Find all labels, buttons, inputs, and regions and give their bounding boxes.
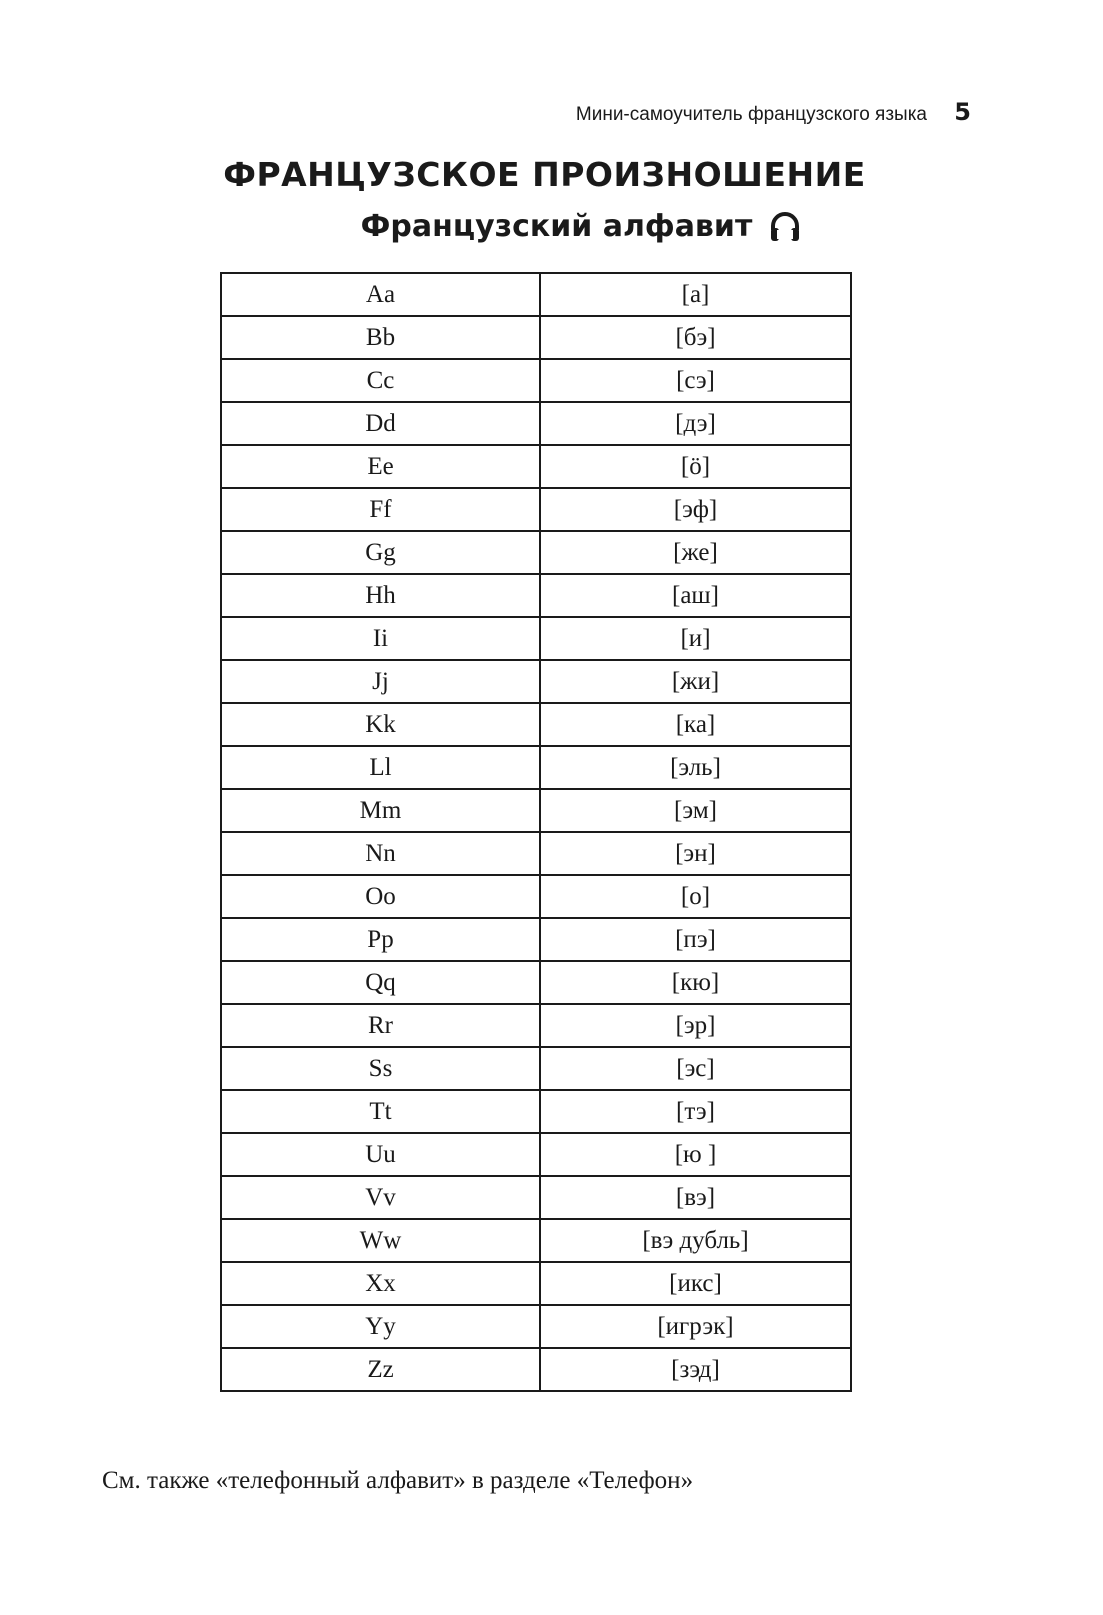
table-row (221, 660, 851, 703)
pronunciation-cell: [эль] (540, 746, 851, 789)
table-row (221, 445, 851, 488)
pronunciation-cell: [ка] (540, 703, 851, 746)
alphabet-table-body (221, 273, 851, 1391)
table-row (221, 746, 851, 789)
pronunciation-cell: [эф] (540, 488, 851, 531)
letter-cell: Gg (221, 531, 540, 574)
letter-cell: Ss (221, 1047, 540, 1090)
letter-cell: Dd (221, 402, 540, 445)
letter-cell: Mm (221, 789, 540, 832)
table-row (221, 789, 851, 832)
table-row (221, 1004, 851, 1047)
pronunciation-cell: [икс] (540, 1262, 851, 1305)
letter-cell: Zz (221, 1348, 540, 1391)
page-title (0, 155, 1103, 194)
pronunciation-cell: [игрэк] (540, 1305, 851, 1348)
table-row (221, 402, 851, 445)
letter-cell: Tt (221, 1090, 540, 1133)
letter-cell: Aa (221, 273, 540, 316)
pronunciation-cell: [пэ] (540, 918, 851, 961)
table-row (221, 574, 851, 617)
pronunciation-cell: [жи] (540, 660, 851, 703)
table-row (221, 961, 851, 1004)
letter-cell: Jj (221, 660, 540, 703)
letter-cell: Vv (221, 1176, 540, 1219)
table-row (221, 273, 851, 316)
headphones-icon[interactable] (768, 210, 802, 244)
letter-cell: Rr (221, 1004, 540, 1047)
table-row (221, 832, 851, 875)
table-row (221, 1262, 851, 1305)
table-row (221, 918, 851, 961)
running-title: Мини-самоучитель французского языка (575, 104, 927, 125)
table-row (221, 1090, 851, 1133)
letter-cell: Uu (221, 1133, 540, 1176)
table-row (221, 1219, 851, 1262)
subtitle-text: Французский алфавит (360, 209, 753, 244)
page-title-text: ФРАНЦУЗСКОЕ ПРОИЗНОШЕНИЕ (223, 155, 866, 194)
pronunciation-cell: [тэ] (540, 1090, 851, 1133)
letter-cell: Ff (221, 488, 540, 531)
pronunciation-cell: [эн] (540, 832, 851, 875)
table-row (221, 488, 851, 531)
table-row (221, 359, 851, 402)
letter-cell: Cc (221, 359, 540, 402)
pronunciation-cell: [эс] (540, 1047, 851, 1090)
letter-cell: Hh (221, 574, 540, 617)
pronunciation-cell: [кю] (540, 961, 851, 1004)
pronunciation-cell: [вэ дубль] (540, 1219, 851, 1262)
table-row (221, 875, 851, 918)
letter-cell: Yy (221, 1305, 540, 1348)
pronunciation-cell: [ю ] (540, 1133, 851, 1176)
pronunciation-cell: [зэд] (540, 1348, 851, 1391)
pronunciation-cell: [о] (540, 875, 851, 918)
letter-cell: Ee (221, 445, 540, 488)
table-row (221, 1176, 851, 1219)
letter-cell: Qq (221, 961, 540, 1004)
table-row (221, 1348, 851, 1391)
letter-cell: Oo (221, 875, 540, 918)
letter-cell: Nn (221, 832, 540, 875)
letter-cell: Pp (221, 918, 540, 961)
table-row (221, 316, 851, 359)
letter-cell: Ww (221, 1219, 540, 1262)
alphabet-table (220, 272, 852, 1392)
letter-cell: Ii (221, 617, 540, 660)
footnote: См. также «телефонный алфавит» в разделе «Телефон» (102, 1467, 694, 1494)
letter-cell: Bb (221, 316, 540, 359)
pronunciation-cell: [же] (540, 531, 851, 574)
pronunciation-cell: [эр] (540, 1004, 851, 1047)
pronunciation-cell: [а] (540, 273, 851, 316)
table-row (221, 531, 851, 574)
table-row (221, 617, 851, 660)
pronunciation-cell: [аш] (540, 574, 851, 617)
pronunciation-cell: [ö] (540, 445, 851, 488)
table-row (221, 1305, 851, 1348)
pronunciation-cell: [дэ] (540, 402, 851, 445)
pronunciation-cell: [сэ] (540, 359, 851, 402)
table-row (221, 1047, 851, 1090)
letter-cell: Xx (221, 1262, 540, 1305)
pronunciation-cell: [и] (540, 617, 851, 660)
table-row (221, 703, 851, 746)
letter-cell: Ll (221, 746, 540, 789)
pronunciation-cell: [вэ] (540, 1176, 851, 1219)
pronunciation-cell: [бэ] (540, 316, 851, 359)
table-row (221, 1133, 851, 1176)
letter-cell: Kk (221, 703, 540, 746)
section-subtitle (0, 209, 1103, 244)
page-number: 5 (954, 98, 971, 126)
pronunciation-cell: [эм] (540, 789, 851, 832)
